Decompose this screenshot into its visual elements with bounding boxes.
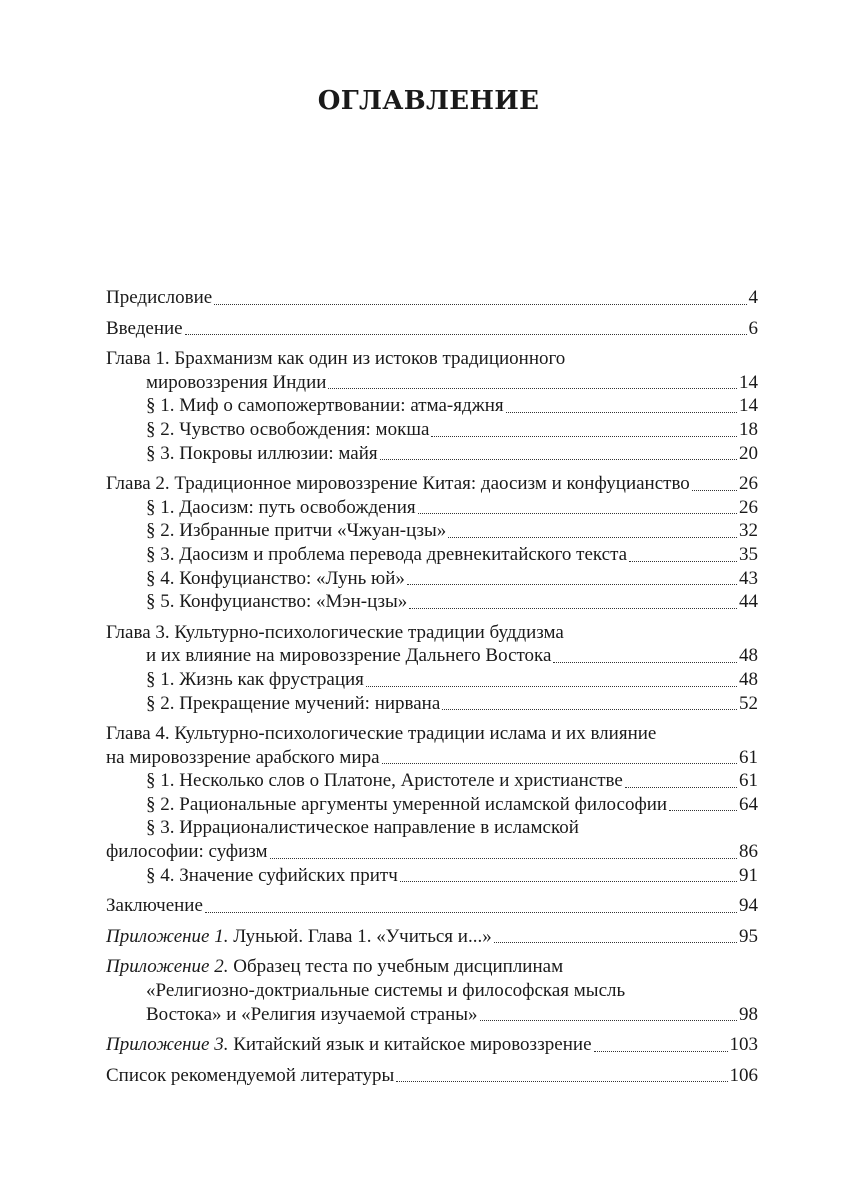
page-number: 103 bbox=[729, 1034, 758, 1056]
dot-leader bbox=[409, 607, 737, 609]
entry-label: Введение bbox=[106, 317, 183, 339]
dot-leader bbox=[270, 857, 738, 859]
dot-leader bbox=[431, 435, 737, 437]
dot-leader bbox=[448, 536, 737, 538]
page-number: 20 bbox=[739, 442, 758, 464]
page-number: 64 bbox=[739, 793, 758, 815]
dot-leader bbox=[380, 458, 737, 460]
entry-label: Предисловие bbox=[106, 287, 213, 308]
entry-label: Заключение bbox=[106, 895, 203, 917]
toc-entry-appendix-1 bbox=[106, 925, 758, 949]
page-title: ОГЛАВЛЕНИЕ bbox=[317, 86, 540, 116]
entry-label: § 2. Рациональные аргументы умеренной исламской философии bbox=[146, 793, 668, 815]
dot-leader bbox=[328, 387, 737, 389]
toc-entry-references bbox=[106, 1064, 758, 1088]
entry-label: § 1. Даосизм: путь освобождения bbox=[146, 496, 416, 518]
entry-label: § 4. Конфуцианство: «Лунь юй» bbox=[146, 567, 405, 589]
entry-label bbox=[106, 925, 492, 949]
entry-label bbox=[106, 1033, 592, 1057]
dot-leader bbox=[506, 411, 737, 413]
chapter-3-title-line1: Глава 3. Культурно-психологические традиции буддизма bbox=[106, 621, 564, 643]
chapter-1-title-line1: Глава 1. Брахманизм как один из истоков традиционного bbox=[106, 348, 566, 370]
appendix-prefix: Приложение 3. bbox=[106, 1034, 229, 1056]
entry-label: § 1. Несколько слов о Платоне, Аристотеле и христианстве bbox=[146, 770, 623, 792]
entry-label: § 1. Миф о самопожертвовании: атма-яджня bbox=[146, 395, 504, 417]
page-number: 44 bbox=[739, 591, 758, 613]
toc-entry-ch2-s4 bbox=[106, 567, 758, 591]
page-number: 95 bbox=[739, 925, 758, 947]
toc-entry-appendix-3 bbox=[106, 1033, 758, 1057]
toc-entry-chapter-2 bbox=[106, 472, 758, 496]
dot-leader bbox=[594, 1050, 728, 1052]
toc-entry-ch1-s1 bbox=[106, 394, 758, 418]
dot-leader bbox=[669, 809, 737, 811]
entry-label: § 5. Конфуцианство: «Мэн-цзы» bbox=[146, 591, 408, 613]
toc-entry-ch2-s5 bbox=[106, 590, 758, 614]
dot-leader bbox=[442, 708, 737, 710]
dot-leader bbox=[382, 762, 737, 764]
page-number: 35 bbox=[739, 543, 758, 565]
page-number: 14 bbox=[739, 371, 758, 393]
entry-label: § 2. Чувство освобождения: мокша bbox=[146, 418, 430, 440]
entry-label: мировоззрения Индии bbox=[146, 371, 327, 393]
chapter-4-title-line1: Глава 4. Культурно-психологические традиции ислама и их влияние bbox=[106, 723, 657, 745]
page-number: 106 bbox=[729, 1064, 758, 1086]
page-number: 32 bbox=[739, 520, 758, 542]
dot-leader bbox=[692, 489, 737, 491]
page-number: 61 bbox=[739, 770, 758, 792]
table-of-contents bbox=[106, 286, 758, 1087]
toc-entry-appendix-2 bbox=[106, 1003, 758, 1027]
toc-entry-chapter-1 bbox=[106, 371, 758, 395]
toc-entry-ch3-s1 bbox=[106, 668, 758, 692]
page-number: 43 bbox=[739, 567, 758, 589]
toc-entry-ch4-s4 bbox=[106, 864, 758, 888]
toc-entry-conclusion bbox=[106, 894, 758, 918]
page-number: 48 bbox=[739, 645, 758, 667]
page-number: 6 bbox=[748, 317, 758, 339]
page-number: 18 bbox=[739, 418, 758, 440]
page-number: 52 bbox=[739, 692, 758, 714]
dot-leader bbox=[214, 303, 746, 305]
entry-label: на мировоззрение арабского мира bbox=[106, 746, 380, 768]
entry-label: § 4. Значение суфийских притч bbox=[146, 864, 398, 886]
toc-entry-ch4-s2 bbox=[106, 793, 758, 817]
toc-entry-ch2-s2 bbox=[106, 519, 758, 543]
entry-label: § 3. Даосизм и проблема перевода древнекитайского текста bbox=[146, 543, 628, 565]
toc-entry-intro bbox=[106, 317, 758, 341]
page-number: 86 bbox=[739, 841, 758, 863]
page-number: 26 bbox=[739, 496, 758, 518]
appendix-2-title-line2: «Религиозно-доктриальные системы и философская мысль bbox=[146, 980, 626, 1002]
entry-label: философии: суфизм bbox=[106, 841, 268, 863]
entry-label: Востока» и «Религия изучаемой страны» bbox=[146, 1003, 478, 1025]
appendix-prefix: Приложение 2. bbox=[106, 956, 229, 978]
toc-entry-ch2-s1 bbox=[106, 496, 758, 520]
ch4-s3-title-line1: § 3. Иррационалистическое направление в исламской bbox=[146, 817, 579, 839]
toc-entry-ch1-s2 bbox=[106, 418, 758, 442]
page-number: 4 bbox=[748, 287, 758, 308]
toc-entry-ch4-s1 bbox=[106, 769, 758, 793]
appendix-prefix: Приложение 1. bbox=[106, 925, 229, 947]
toc-entry-preface bbox=[106, 286, 758, 310]
page-number: 26 bbox=[739, 473, 758, 495]
entry-label: § 2. Прекращение мучений: нирвана bbox=[146, 692, 441, 714]
appendix-title: Луньюй. Глава 1. «Учиться и...» bbox=[228, 925, 492, 947]
toc-entry-chapter-4 bbox=[106, 746, 758, 770]
toc-entry-ch3-s2 bbox=[106, 692, 758, 716]
dot-leader bbox=[629, 560, 737, 562]
appendix-title: Образец теста по учебным дисциплинам bbox=[228, 956, 564, 978]
dot-leader bbox=[418, 512, 737, 514]
dot-leader bbox=[185, 333, 747, 335]
page-number: 98 bbox=[739, 1003, 758, 1025]
dot-leader bbox=[400, 880, 737, 882]
page-number: 91 bbox=[739, 864, 758, 886]
page-number: 94 bbox=[739, 895, 758, 917]
page-number: 48 bbox=[739, 668, 758, 690]
entry-label: § 3. Покровы иллюзии: майя bbox=[146, 442, 378, 464]
appendix-title: Китайский язык и китайское мировоззрение bbox=[228, 1034, 592, 1056]
page-number: 61 bbox=[739, 746, 758, 768]
dot-leader bbox=[366, 685, 737, 687]
appendix-2-title-line1 bbox=[106, 955, 758, 979]
dot-leader bbox=[553, 661, 737, 663]
toc-entry-ch1-s3 bbox=[106, 442, 758, 466]
entry-label: § 1. Жизнь как фрустрация bbox=[146, 668, 364, 690]
entry-label: § 2. Избранные притчи «Чжуан-цзы» bbox=[146, 520, 447, 542]
dot-leader bbox=[407, 583, 737, 585]
dot-leader bbox=[480, 1019, 738, 1021]
entry-label: Глава 2. Традиционное мировоззрение Китая: даосизм и конфуцианство bbox=[106, 473, 690, 495]
toc-entry-ch2-s3 bbox=[106, 543, 758, 567]
page-number: 14 bbox=[739, 395, 758, 417]
dot-leader bbox=[396, 1080, 727, 1082]
dot-leader bbox=[205, 911, 737, 913]
entry-label: Список рекомендуемой литературы bbox=[106, 1064, 395, 1086]
toc-entry-ch4-s3 bbox=[106, 840, 758, 864]
dot-leader bbox=[494, 941, 737, 943]
dot-leader bbox=[625, 786, 737, 788]
entry-label: и их влияние на мировоззрение Дальнего Востока bbox=[146, 645, 552, 667]
toc-entry-chapter-3 bbox=[106, 644, 758, 668]
